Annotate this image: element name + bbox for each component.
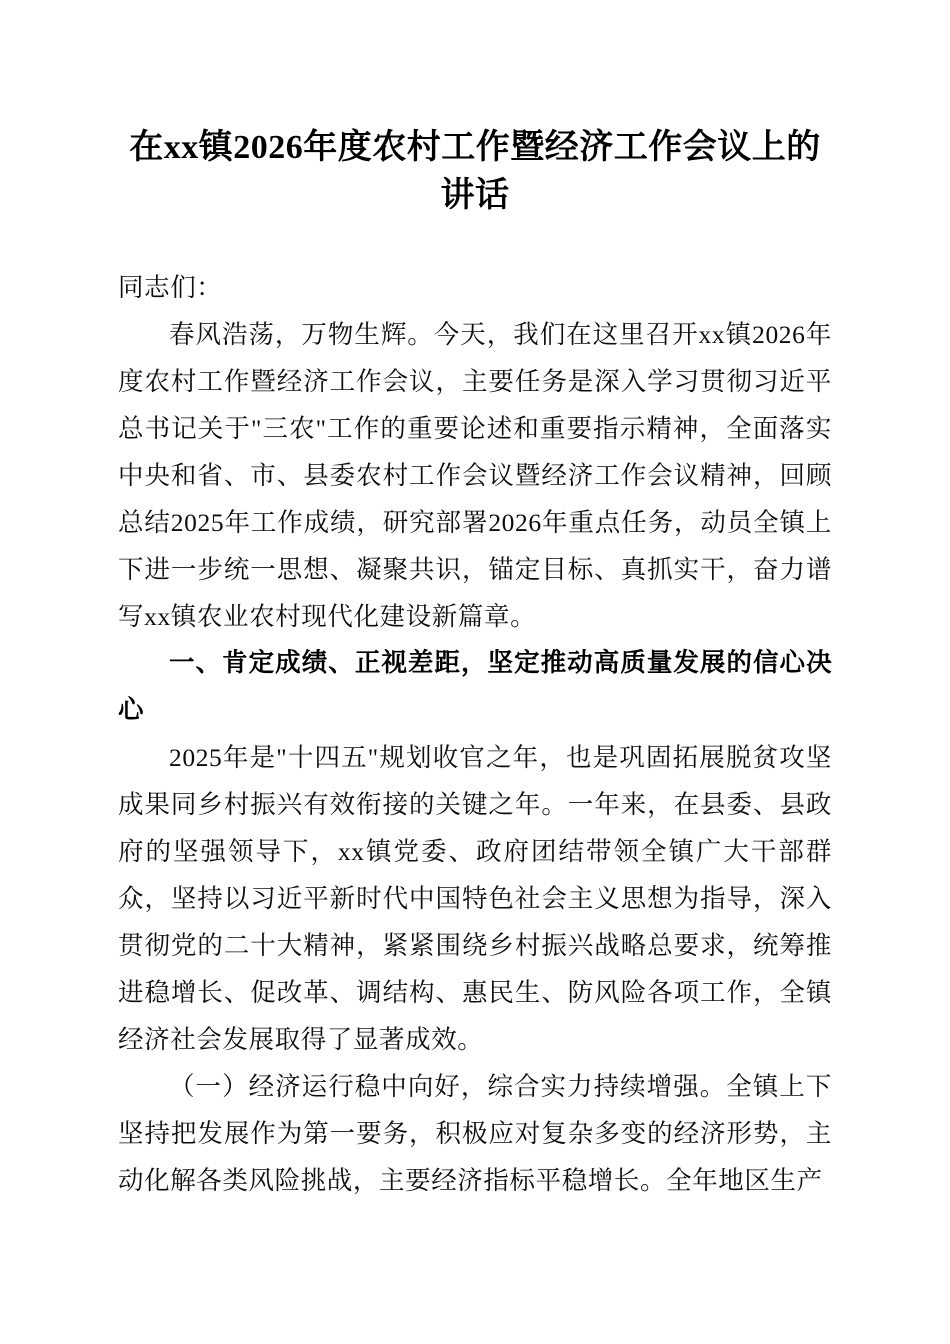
paragraph-economic-operation: （一）经济运行稳中向好，综合实力持续增强。全镇上下坚持把发展作为第一要务，积极应对复杂多变的经济形势，主动化解各类风险挑战，主要经济指标平稳增长。全年地区生产 (118, 1072, 832, 1195)
document-content (118, 0, 832, 1204)
page-title-line-2: 的讲话 (440, 129, 821, 214)
document-body (118, 264, 832, 1204)
paragraph-opening: 春风浩荡，万物生辉。今天，我们在这里召开xx镇2026年度农村工作暨经济工作会议，主要任务是深入学习贯彻习近平总书记关于"三农"工作的重要论述和重要指示精神，全面落实中央和省、市、县委农村工作会议暨经济工作会议精神，回顾总结2025年工作成绩，研究部署2026年重点任务，动员全镇上下进一步统一思想、凝聚共识，锚定目标、真抓实干，奋力谱写xx镇农业农村现代化建设新篇章。 (118, 320, 832, 631)
section-heading-one: 一、肯定成绩、正视差距，坚定推动高质量发展的信心决心 (118, 649, 832, 724)
salutation-line: 同志们： (118, 273, 223, 302)
page-title (118, 0, 832, 220)
paragraph-2025-review: 2025年是"十四五"规划收官之年，也是巩固拓展脱贫攻坚成果同乡村振兴有效衔接的关键之年。一年来，在县委、县政府的坚强领导下，xx镇党委、政府团结带领全镇广大干部群众，坚持以习近平新时代中国特色社会主义思想为指导，深入贯彻党的二十大精神，紧紧围绕乡村振兴战略总要求，统筹推进稳增长、促改革、调结构、惠民生、防风险各项工作，全镇经济社会发展取得了显著成效。 (118, 743, 832, 1054)
page-title-line-1: 在xx镇2026年度农村工作暨经济工作会议上 (129, 129, 787, 166)
